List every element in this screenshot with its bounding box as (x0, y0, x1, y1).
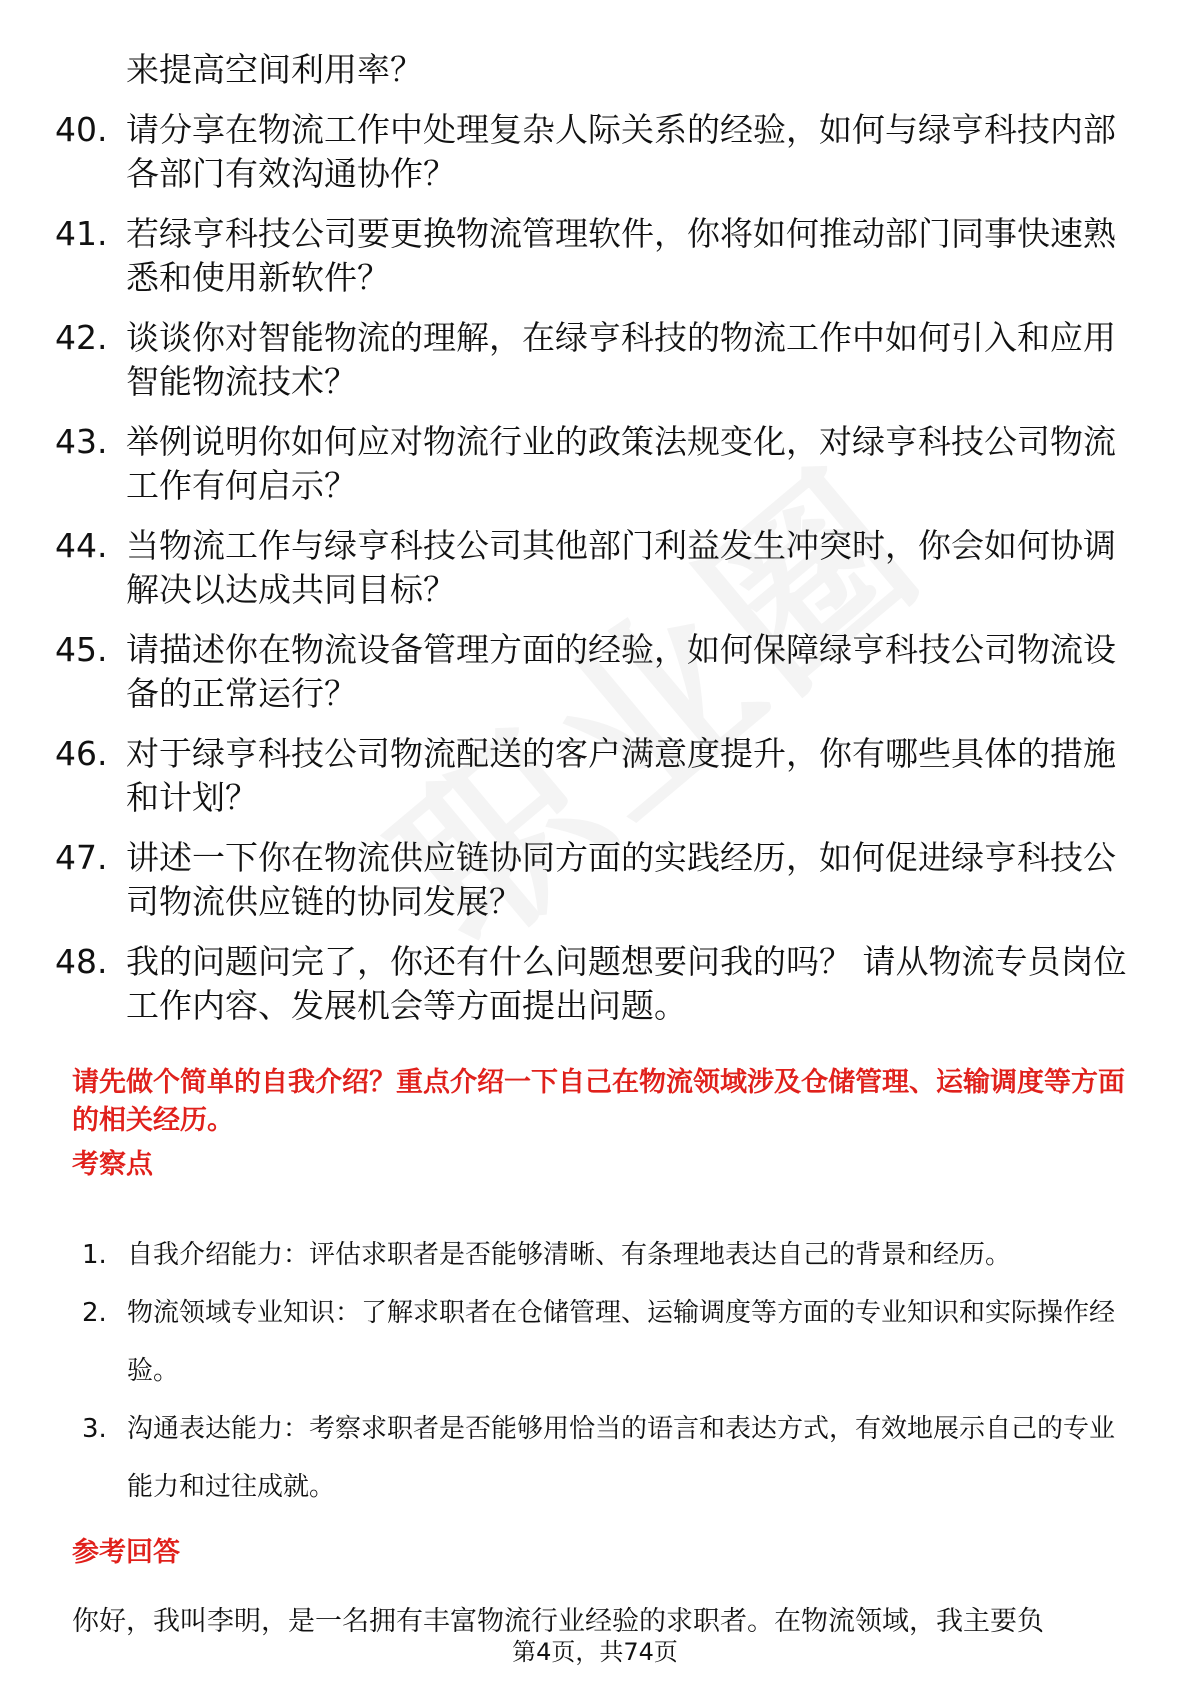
question-text: 对于绿亨科技公司物流配送的客户满意度提升，你有哪些具体的措施和计划？ (126, 734, 1116, 817)
list-item (55, 108, 1135, 196)
point-number: 1. (82, 1240, 107, 1270)
list-item (82, 1284, 1132, 1400)
point-text: 物流领域专业知识：了解求职者在仓储管理、运输调度等方面的专业知识和实际操作经验。 (127, 1298, 1116, 1386)
reference-answer-heading: 参考回答 (72, 1537, 180, 1568)
page-number: 第4页，共74页 (512, 1638, 678, 1666)
list-item (55, 836, 1135, 924)
question-number: 47. (55, 838, 108, 877)
point-number: 2. (82, 1298, 107, 1328)
question-text: 请描述你在物流设备管理方面的经验，如何保障绿亨科技公司物流设备的正常运行？ (126, 630, 1116, 713)
reference-answer-text: 你好，我叫李明，是一名拥有丰富物流行业经验的求职者。在物流领域，我主要负 (72, 1606, 1044, 1637)
list-item (55, 212, 1135, 300)
question-text: 我的问题问完了，你还有什么问题想要问我的吗？ 请从物流专员岗位工作内容、发展机会等方面提出问题。 (126, 942, 1127, 1025)
question-number: 41. (55, 214, 108, 253)
question-text: 谈谈你对智能物流的理解，在绿亨科技的物流工作中如何引入和应用智能物流技术？ (126, 318, 1116, 401)
question-list (55, 108, 1135, 1044)
question-number: 40. (55, 110, 108, 149)
point-text: 自我介绍能力：评估求职者是否能够清晰、有条理地表达自己的背景和经历。 (127, 1240, 1012, 1270)
list-item (55, 732, 1135, 820)
question-number: 46. (55, 734, 108, 773)
list-item (55, 524, 1135, 612)
question-number: 44. (55, 526, 108, 565)
list-item (55, 628, 1135, 716)
question-text: 讲述一下你在物流供应链协同方面的实践经历，如何促进绿亨科技公司物流供应链的协同发展？ (126, 838, 1116, 921)
question-number: 43. (55, 422, 108, 461)
question-number: 42. (55, 318, 108, 357)
assessment-heading: 考察点 (72, 1149, 153, 1180)
list-item (55, 316, 1135, 404)
list-item (82, 1226, 1132, 1284)
list-item (55, 420, 1135, 508)
question-text: 当物流工作与绿亨科技公司其他部门利益发生冲突时，你会如何协调解决以达成共同目标？ (126, 526, 1116, 609)
featured-question: 请先做个简单的自我介绍？重点介绍一下自己在物流领域涉及仓储管理、运输调度等方面的相关经历。 (72, 1067, 1125, 1136)
question-text: 举例说明你如何应对物流行业的政策法规变化，对绿亨科技公司物流工作有何启示？ (126, 422, 1116, 505)
point-text: 沟通表达能力：考察求职者是否能够用恰当的语言和表达方式，有效地展示自己的专业能力和过往成就。 (127, 1414, 1116, 1502)
question-number: 48. (55, 942, 108, 981)
continued-question-text: 来提高空间利用率？ (126, 50, 423, 89)
point-number: 3. (82, 1414, 107, 1444)
list-item (82, 1400, 1132, 1516)
question-text: 若绿亨科技公司要更换物流管理软件，你将如何推动部门同事快速熟悉和使用新软件？ (126, 214, 1116, 297)
question-text: 请分享在物流工作中处理复杂人际关系的经验，如何与绿亨科技内部各部门有效沟通协作？ (126, 110, 1116, 193)
list-item (55, 940, 1135, 1028)
assessment-points (82, 1226, 1132, 1516)
question-number: 45. (55, 630, 108, 669)
